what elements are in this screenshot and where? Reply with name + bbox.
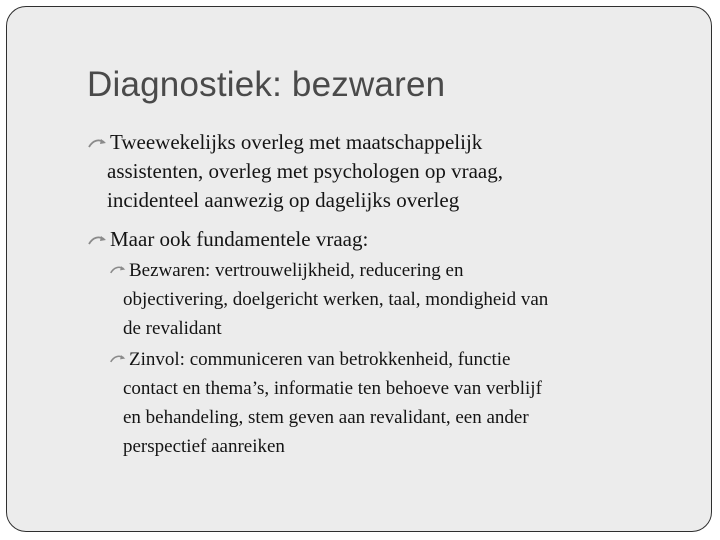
- bullet-line: en behandeling, stem geven aan revalidant, een ander: [123, 407, 529, 428]
- bullet-line: Bezwaren: vertrouwelijkheid, reducering en: [129, 260, 464, 281]
- bullet-item: [87, 225, 607, 254]
- bullet-line: assistenten, overleg met psychologen op vraag,: [107, 159, 503, 183]
- bullet-line: Tweewekelijks overleg met maatschappelijk: [110, 130, 483, 154]
- sub-bullet-item: [109, 345, 679, 461]
- bullet-line: Zinvol: communiceren van betrokkenheid, functie: [129, 349, 511, 370]
- bullet-line: contact en thema’s, informatie ten behoeve van verblijf: [123, 378, 542, 399]
- slide-title: Diagnostiek: bezwaren: [87, 65, 446, 104]
- slide-frame: [6, 6, 712, 532]
- sub-bullet-item: [109, 256, 679, 343]
- bullet-line: Maar ook fundamentele vraag:: [110, 227, 369, 251]
- bullet-line: objectivering, doelgericht werken, taal, mondigheid van: [123, 289, 549, 310]
- bullet-line: de revalidant: [123, 318, 222, 339]
- bullet-line: perspectief aanreiken: [123, 436, 285, 457]
- bullet-item: [87, 128, 607, 215]
- bullet-line: incidenteel aanwezig op dagelijks overleg: [107, 188, 460, 212]
